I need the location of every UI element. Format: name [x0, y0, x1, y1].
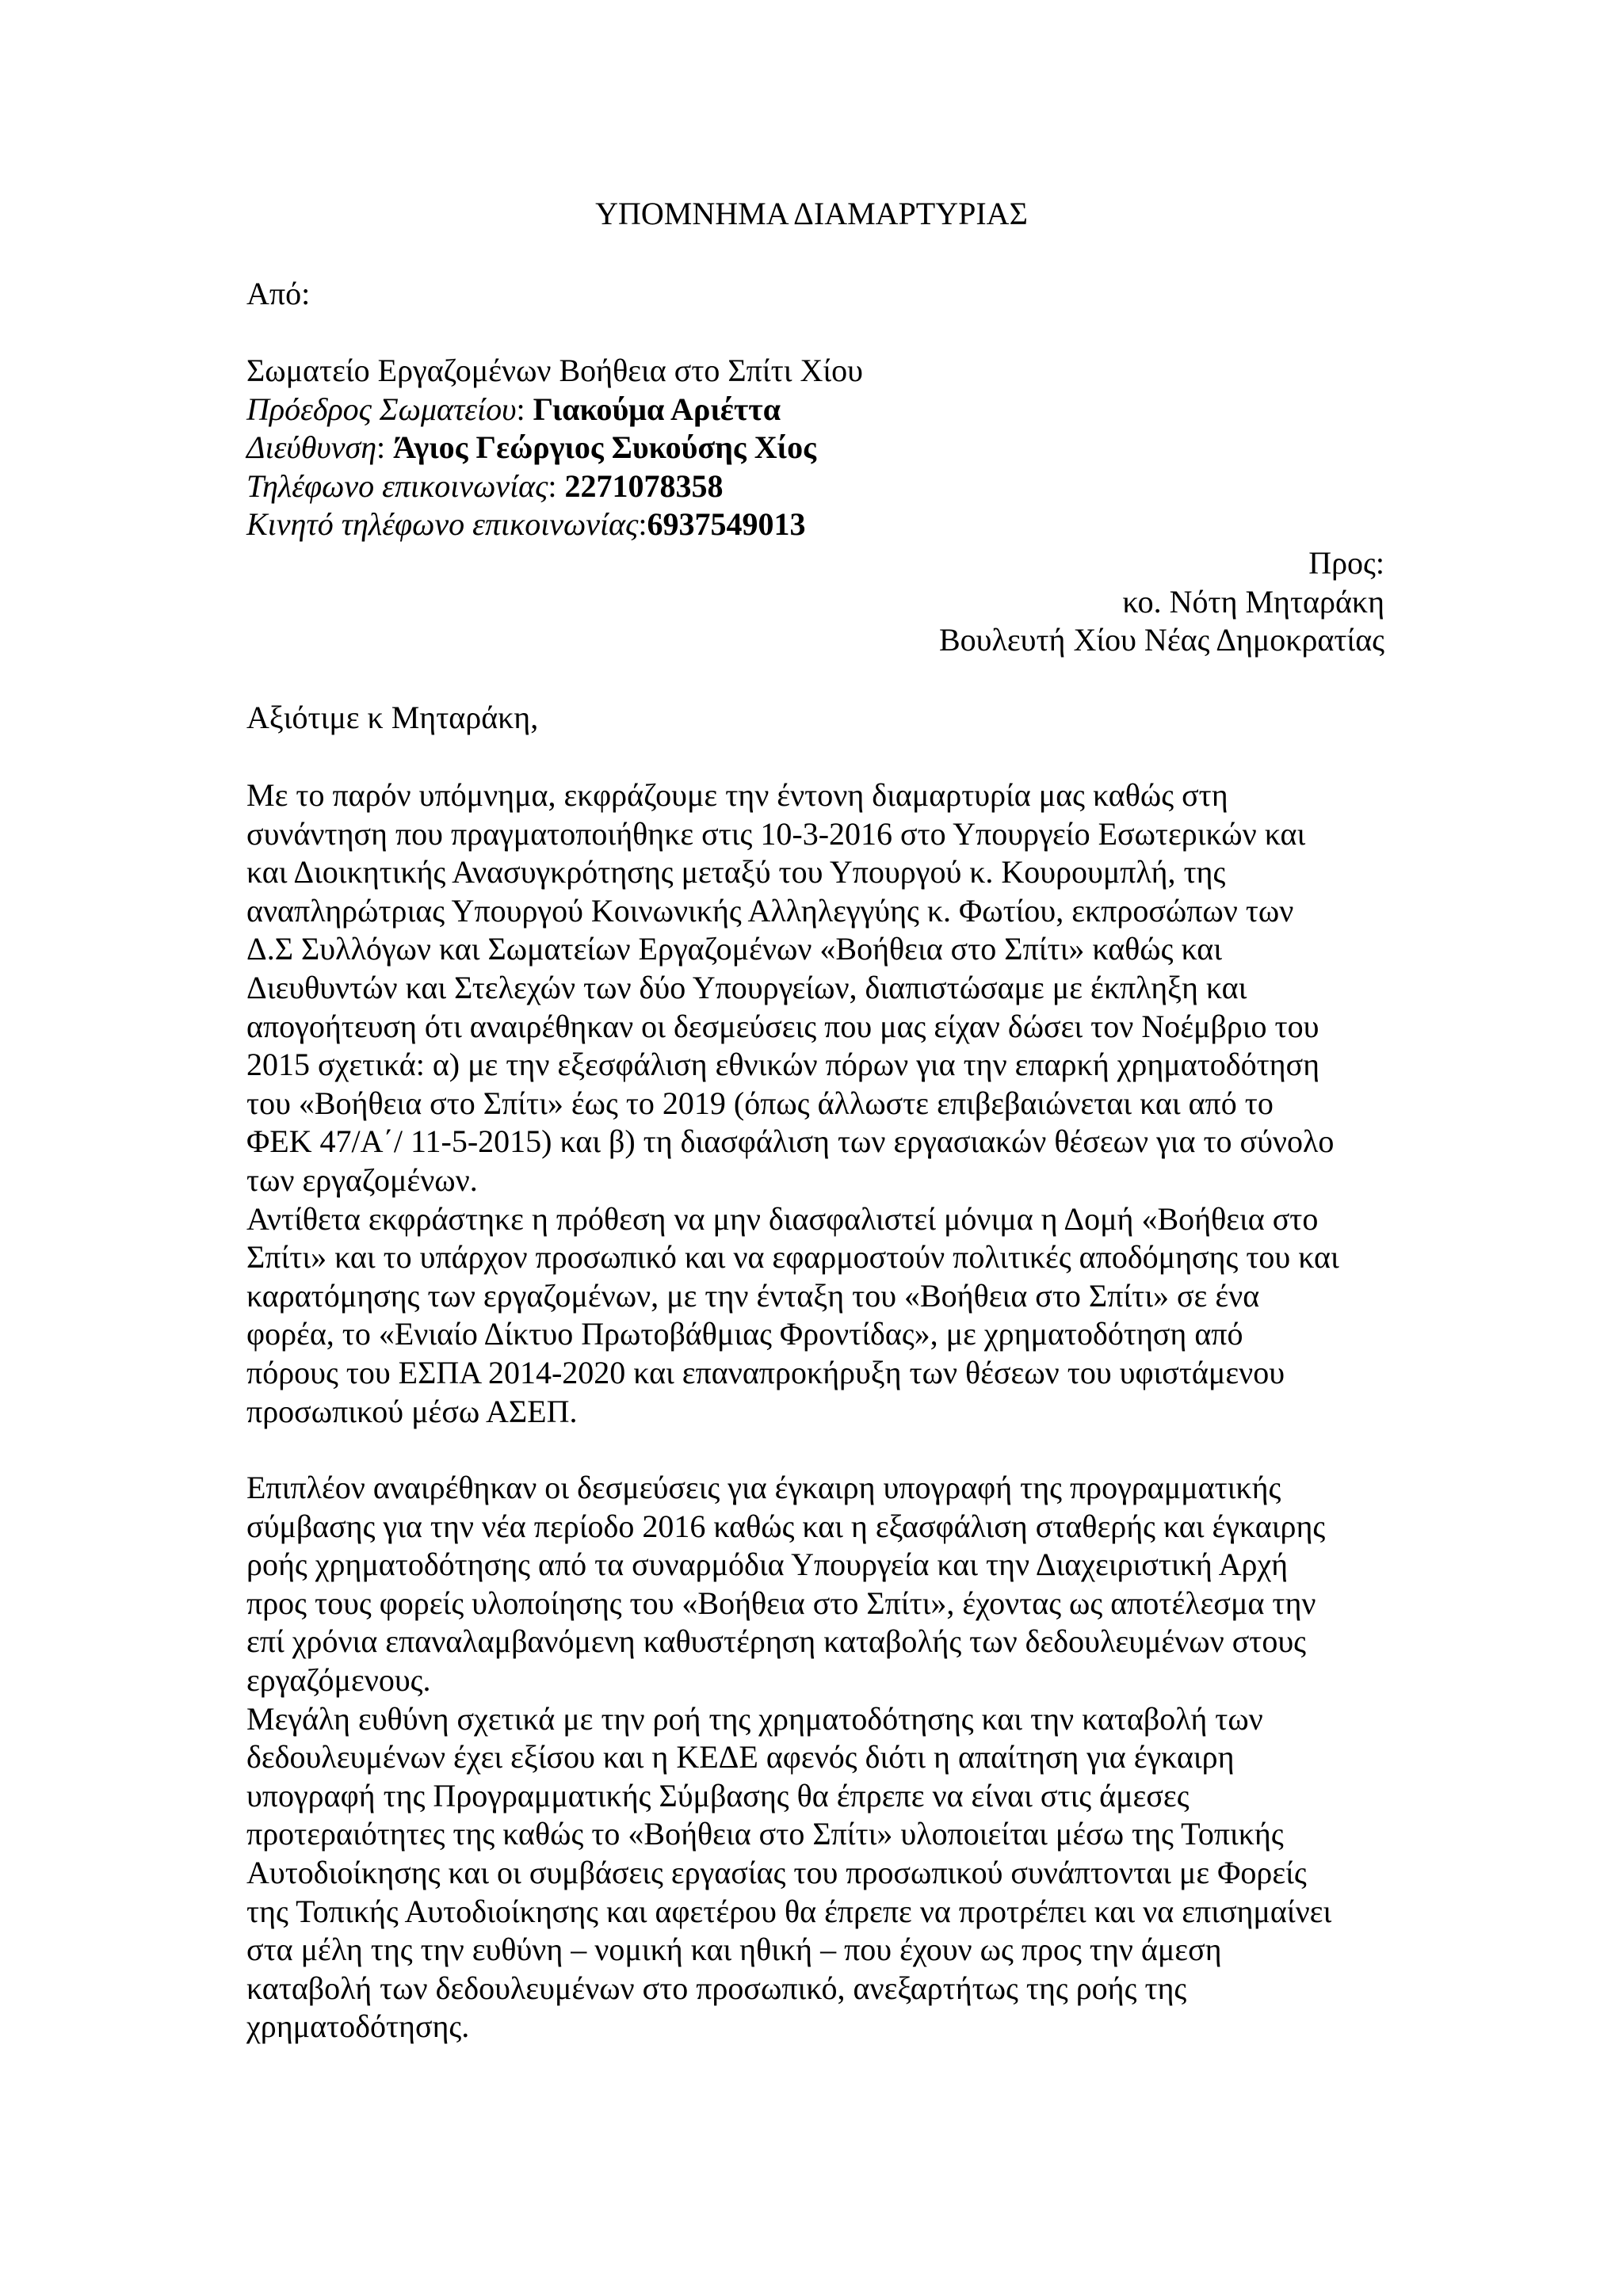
paragraph-line: προσωπικού μέσω ΑΣΕΠ. — [246, 1393, 578, 1429]
paragraph-line: Αυτοδιοίκησης και οι συμβάσεις εργασίας του προσωπικού συνάπτονται με Φορείς — [246, 1854, 1307, 1890]
paragraph-line: του «Βοήθεια στο Σπίτι» έως το 2019 (όπως άλλωστε επιβεβαιώνεται και από το — [246, 1085, 1274, 1121]
paragraph-line: πόρους του ΕΣΠΑ 2014-2020 και επαναπροκήρυξη των θέσεων του υφιστάμενου — [246, 1354, 1285, 1390]
paragraph-line: απογοήτευση ότι αναιρέθηκαν οι δεσμεύσεις που μας είχαν δώσει τον Νοέμβριο του — [246, 1008, 1319, 1044]
paragraph-line: εργαζόμενους. — [246, 1661, 431, 1698]
salutation — [246, 699, 1384, 738]
mobile-value: 6937549013 — [647, 506, 806, 543]
sender-mobile: Κινητό τηλέφωνο επικοινωνίας:6937549013 — [246, 506, 806, 543]
paragraph-line: σύμβασης για την νέα περίοδο 2016 καθώς και η εξασφάλιση σταθερής και έγκαιρης — [246, 1508, 1326, 1544]
paragraph-line: ροής χρηματοδότησης από τα συναρμόδια Υπουργεία και την Διαχειριστική Αρχή — [246, 1547, 1289, 1583]
paragraph-line: δεδουλευμένων έχει εξίσου και η ΚΕΔΕ αφενός διότι η απαίτηση για έγκαιρη — [246, 1739, 1235, 1775]
paragraph-line: αναπληρώτριας Υπουργού Κοινωνικής Αλληλεγγύης κ. Φωτίου, εκπροσώπων των — [246, 892, 1294, 929]
sender-organization: Σωματείο Εργαζομένων Βοήθεια στο Σπίτι Χίου — [246, 353, 863, 388]
sender-president: Πρόεδρος Σωματείου: Γιακούμα Αριέττα — [246, 391, 781, 427]
paragraph-line: Διευθυντών και Στελεχών των δύο Υπουργείων, διαπιστώσαμε με έκπληξη και — [246, 969, 1247, 1005]
paragraph-line: συνάντηση που πραγματοποιήθηκε στις 10-3-2016 στο Υπουργείο Εσωτερικών και — [246, 815, 1306, 852]
recipient-to-label: Προς: — [1308, 545, 1384, 581]
phone-value: 2271078358 — [564, 467, 724, 504]
paragraph-line: προς τους φορείς υλοποίησης του «Βοήθεια στο Σπίτι», έχοντας ως αποτέλεσμα την — [246, 1585, 1316, 1621]
recipient-title: Βουλευτή Χίου Νέας Δημοκρατίας — [939, 622, 1384, 658]
recipient-block — [246, 544, 1384, 660]
mobile-label: Κινητό τηλέφωνο επικοινωνίας — [246, 506, 639, 543]
body-paragraph-1 — [246, 776, 1384, 1431]
paragraph-line: στα μέλη της την ευθύνη – νομική και ηθική – που έχουν ως προς την άμεση — [246, 1932, 1222, 1968]
paragraph-line: 2015 σχετικά: α) με την εξεσφάλιση εθνικών πόρων για την επαρκή χρηματοδότηση — [246, 1047, 1320, 1083]
paragraph-line: και Διοικητικής Ανασυγκρότησης μεταξύ του Υπουργού κ. Κουρουμπλή, της — [246, 854, 1226, 891]
paragraph-line: Δ.Σ Συλλόγων και Σωματείων Εργαζομένων «Βοήθεια στο Σπίτι» καθώς και — [246, 931, 1222, 967]
paragraph-line: Σπίτι» και το υπάρχον προσωπικό και να εφαρμοστούν πολιτικές αποδόμησης του και — [246, 1239, 1339, 1276]
paragraph-line: χρηματοδότησης. — [246, 2008, 470, 2045]
paragraph-line: επί χρόνια επαναλαμβανόμενη καθυστέρηση καταβολής των δεδουλευμένων στους — [246, 1623, 1306, 1660]
paragraph-line: καρατόμησης των εργαζομένων, με την ένταξη του «Βοήθεια στο Σπίτι» σε ένα — [246, 1277, 1260, 1314]
address-value: Άγιος Γεώργιος Συκούσης Χίος — [393, 429, 816, 466]
from-label — [246, 275, 1384, 314]
sender-phone: Τηλέφωνο επικοινωνίας: 2271078358 — [246, 467, 724, 504]
paragraph-line: της Τοπικής Αυτοδιοίκησης και αφετέρου θα έπρεπε να προτρέπει και να επισημαίνει — [246, 1893, 1332, 1929]
paragraph-line: Αντίθετα εκφράστηκε η πρόθεση να μην διασφαλιστεί μόνιμα η Δομή «Βοήθεια στο — [246, 1200, 1319, 1237]
phone-label: Τηλέφωνο επικοινωνίας — [246, 467, 548, 504]
paragraph-line: Με το παρόν υπόμνημα, εκφράζουμε την έντονη διαμαρτυρία μας καθώς στη — [246, 777, 1228, 813]
paragraph-line: Μεγάλη ευθύνη σχετικά με την ροή της χρηματοδότησης και την καταβολή των — [246, 1700, 1263, 1737]
sender-address: Διεύθυνση: Άγιος Γεώργιος Συκούσης Χίος — [246, 429, 816, 466]
from-label-text: Από: — [246, 276, 311, 311]
salutation-text: Αξιότιμε κ Μηταράκη, — [246, 700, 539, 735]
paragraph-line: φορέα, το «Ενιαίο Δίκτυο Πρωτοβάθμιας Φροντίδας», με χρηματοδότηση από — [246, 1316, 1243, 1352]
sender-block — [246, 352, 1384, 544]
paragraph-line: προτεραιότητες της καθώς το «Βοήθεια στο Σπίτι» υλοποιείται μέσω της Τοπικής — [246, 1816, 1284, 1852]
document-title: ΥΠΟΜΝΗΜΑ ΔΙΑΜΑΡΤΥΡΙΑΣ — [595, 196, 1028, 231]
president-label: Πρόεδρος Σωματείου — [246, 391, 517, 427]
address-label: Διεύθυνση — [246, 429, 377, 466]
paragraph-line: των εργαζομένων. — [246, 1161, 478, 1198]
recipient-name: κο. Νότη Μηταράκη — [1122, 583, 1384, 620]
body-paragraph-2 — [246, 1469, 1384, 2046]
paragraph-line: Επιπλέον αναιρέθηκαν οι δεσμεύσεις για έγκαιρη υπογραφή της προγραμματικής — [246, 1470, 1281, 1505]
paragraph-line: καταβολή των δεδουλευμένων στο προσωπικό, ανεξαρτήτως της ροής της — [246, 1970, 1187, 2006]
paragraph-line: ΦΕΚ 47/Α΄/ 11-5-2015) και β) τη διασφάλιση των εργασιακών θέσεων για το σύνολο — [246, 1123, 1335, 1160]
paragraph-line: υπογραφή της Προγραμματικής Σύμβασης θα έπρεπε να είναι στις άμεσες — [246, 1777, 1190, 1814]
president-name: Γιακούμα Αριέττα — [533, 391, 781, 427]
